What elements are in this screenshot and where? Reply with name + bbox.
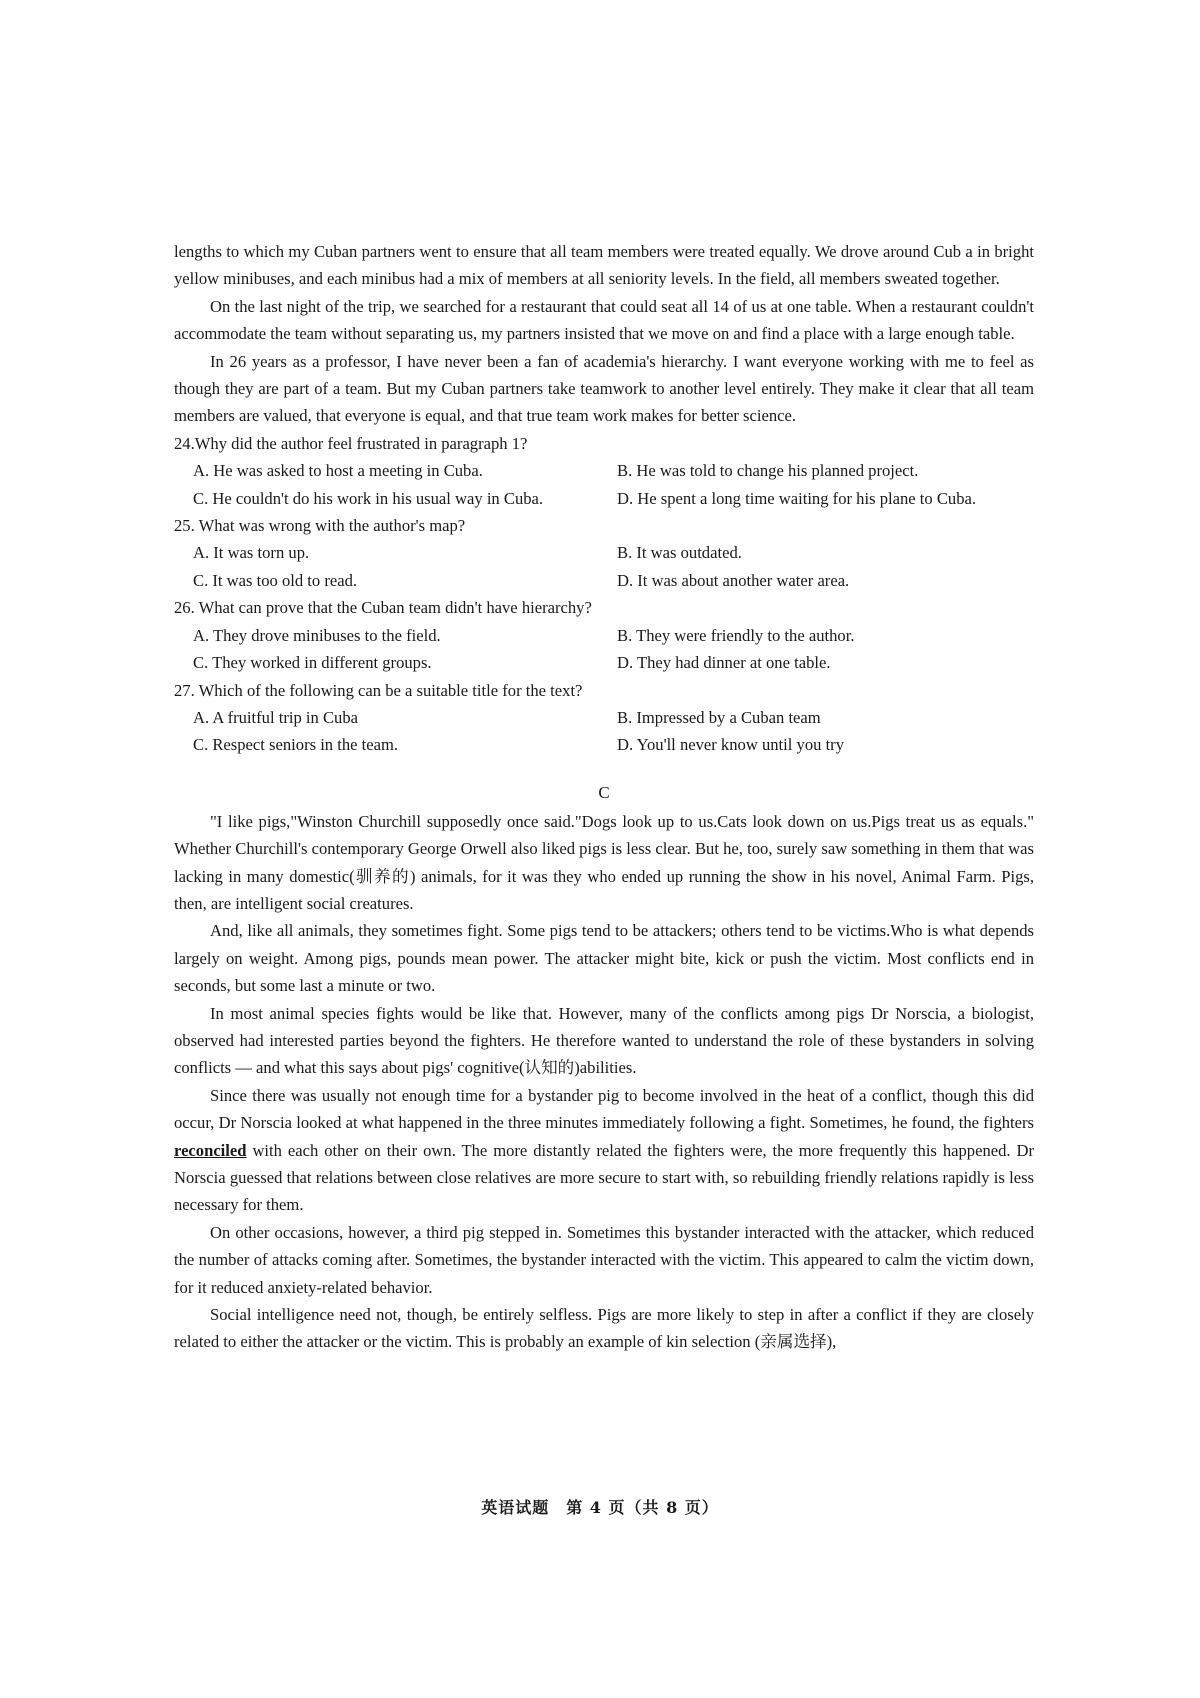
option-c: C. They worked in different groups. [193, 653, 432, 673]
passage-c-paragraph-2: And, like all animals, they sometimes fight. Some pigs tend to be attackers; others tend to be victims.Who is what depends largely on weight. Among pigs, pounds mean power. The attacker might bite, kick or push the victim. Most conflicts end in seconds, but some last a minute or two. [174, 921, 1034, 996]
option-a: A. He was asked to host a meeting in Cuba. [193, 461, 483, 481]
underlined-word-reconciled: reconciled [174, 1140, 247, 1160]
option-d: D. He spent a long time waiting for his plane to Cuba. [617, 488, 977, 508]
passage-c-paragraph-1: "I like pigs,"Winston Churchill supposedly once said."Dogs look up to us.Cats look down on us.Pigs treat us as equals." Whether Churchill's contemporary George Orwell also liked pigs is less clear. But he, too, surely saw something in them that was lacking in many domestic(驯养的) animals, for it was they who ended up running the show in his novel, Animal Farm. Pigs, then, are intelligent social creatures. [174, 811, 1034, 913]
option-b: B. It was outdated. [617, 543, 742, 563]
exam-page-content [174, 238, 1034, 1356]
question-stem: 24.Why did the author feel frustrated in paragraph 1? [174, 433, 528, 453]
question-options [174, 622, 1034, 677]
passage-c-paragraph-4 [174, 1082, 1034, 1219]
paragraph-text: with each other on their own. The more distantly related the fighters were, the more frequently this happened. Dr Norscia guessed that relations between close relatives are more secure to start with, so rebuilding friendly relations rapidly is less necessary for them. [174, 1140, 1034, 1215]
question-options [174, 539, 1034, 594]
passage-b-paragraph-2: On the last night of the trip, we searched for a restaurant that could seat all 14 of us at one table. When a restaurant couldn't accommodate the team without separating us, my partners insisted that we move on and find a place with a large enough table. [174, 296, 1034, 344]
passage-c-paragraph-5: On other occasions, however, a third pig stepped in. Sometimes this bystander interacted with the attacker, which reduced the number of attacks coming after. Sometimes, the bystander interacted with the victim. This appeared to calm the victim down, for it reduced anxiety-related behavior. [174, 1222, 1034, 1297]
question-stem: 25. What was wrong with the author's map? [174, 516, 466, 536]
question-25 [174, 512, 1034, 594]
passage-b-paragraph-1: lengths to which my Cuban partners went to ensure that all team members were treated equally. We drove around Cub a in bright yellow minibuses, and each minibus had a mix of members at all seniority levels. In the field, all members sweated together. [174, 242, 1034, 289]
section-c-heading: C [598, 782, 610, 802]
passage-c-paragraph-3: In most animal species fights would be like that. However, many of the conflicts among pigs Dr Norscia, a biologist, observed had interested parties beyond the fighters. He therefore wanted to understand the role of these bystanders in solving conflicts — and what this says about pigs' cognitive(认知的)abilities. [174, 1003, 1034, 1078]
option-d: D. They had dinner at one table. [617, 653, 831, 673]
option-d: D. You'll never know until you try [617, 735, 845, 755]
question-options [174, 457, 1034, 512]
question-26 [174, 594, 1034, 676]
question-27 [174, 677, 1034, 759]
paragraph-text: Since there was usually not enough time for a bystander pig to become involved in the heat of a conflict, though this did occur, Dr Norscia looked at what happened in the three minutes immediately following a fight. Sometimes, he found, the fighters [174, 1085, 1034, 1133]
option-a: A. It was torn up. [193, 543, 310, 563]
question-options [174, 704, 1034, 759]
option-b: B. They were friendly to the author. [617, 625, 855, 645]
option-c: C. He couldn't do his work in his usual way in Cuba. [193, 488, 544, 508]
option-d: D. It was about another water area. [617, 570, 850, 590]
question-stem: 27. Which of the following can be a suitable title for the text? [174, 680, 583, 700]
option-a: A. A fruitful trip in Cuba [193, 707, 359, 727]
passage-c-paragraph-6: Social intelligence need not, though, be entirely selfless. Pigs are more likely to step in after a conflict if they are closely related to either the attacker or the victim. This is probably an example of kin selection (亲属选择), [174, 1305, 1034, 1352]
option-c: C. Respect seniors in the team. [193, 735, 399, 755]
page-footer: 英语试题 第 4 页（共 8 页） [481, 1498, 719, 1517]
option-b: B. Impressed by a Cuban team [617, 707, 821, 727]
option-a: A. They drove minibuses to the field. [193, 625, 441, 645]
option-b: B. He was told to change his planned project. [617, 461, 919, 481]
question-stem: 26. What can prove that the Cuban team didn't have hierarchy? [174, 598, 592, 618]
question-24 [174, 430, 1034, 512]
option-c: C. It was too old to read. [193, 570, 358, 590]
passage-b-paragraph-3: In 26 years as a professor, I have never been a fan of academia's hierarchy. I want everyone working with me to feel as though they are part of a team. But my Cuban partners take teamwork to another level entirely. They make it clear that all team members are valued, that everyone is equal, and that true team work makes for better science. [174, 351, 1034, 426]
